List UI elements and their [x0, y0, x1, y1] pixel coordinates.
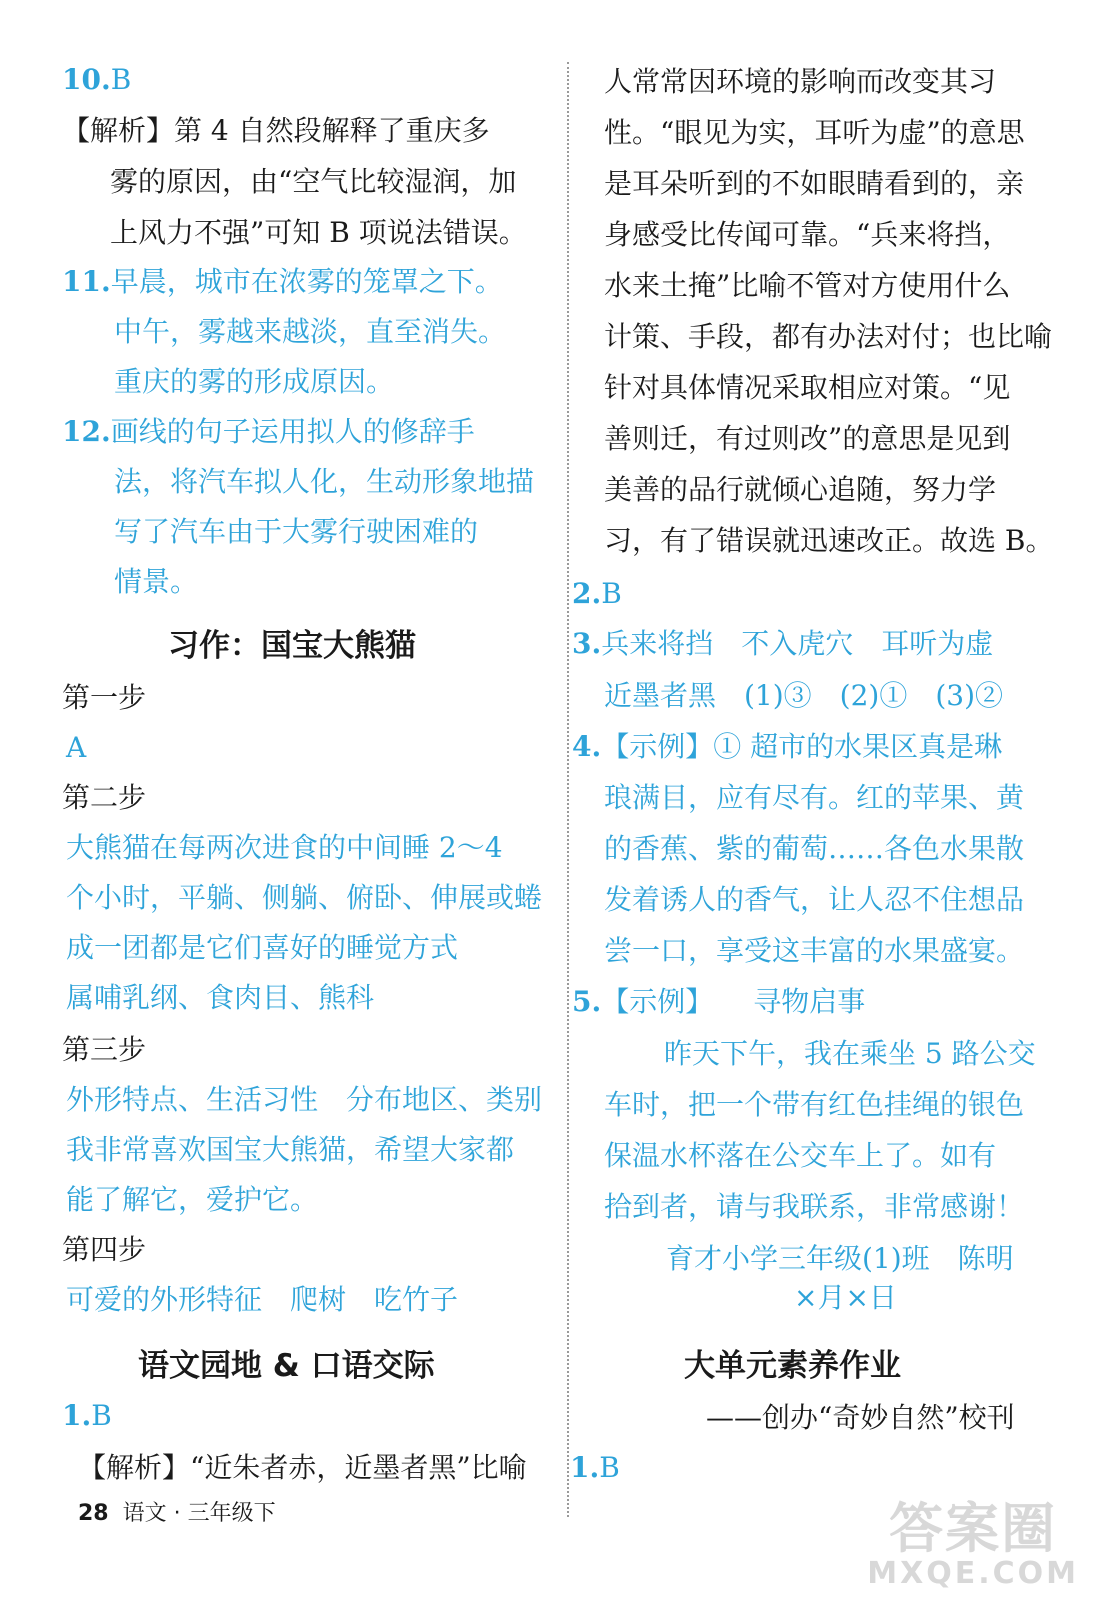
- cont-line: 人常常因环境的影响而改变其习: [604, 65, 997, 98]
- q3-line: 近墨者黑 (1)③ (2)① (3)②: [604, 679, 1003, 712]
- section-title-unit-work: 大单元素养作业: [684, 1348, 901, 1384]
- q10-analysis-line: 【解析】第 4 自然段解释了重庆多: [62, 114, 490, 147]
- cont-line: 善则迁，有过则改”的意思是见到: [604, 422, 1011, 455]
- cont-line: 是耳朵听到的不如眼睛看到的，亲: [604, 167, 1025, 200]
- section-subtitle-unit-work: ——创办“奇妙自然”校刊: [706, 1401, 1015, 1434]
- section-title-composition: 习作：国宝大熊猫: [168, 628, 416, 664]
- page-footer: [78, 1496, 276, 1527]
- cont-line: 身感受比传闻可靠。“兵来将挡，: [604, 218, 1011, 251]
- footer-subject: 语文 · 三年级下: [122, 1501, 276, 1526]
- q5-date: ×月×日: [794, 1281, 897, 1314]
- q11: 11.早晨，城市在浓雾的笼罩之下。: [62, 265, 503, 298]
- step2-line: 个小时，平躺、侧躺、俯卧、伸展或蜷: [66, 881, 543, 914]
- q4-line: 尝一口，享受这丰富的水果盛宴。: [604, 934, 1025, 967]
- q10-analysis-line: 雾的原因，由“空气比较湿润，加: [110, 165, 517, 198]
- q12-line: 情景。: [114, 565, 199, 598]
- q5-signature: 育才小学三年级(1)班 陈明: [666, 1242, 1014, 1275]
- section-title-garden: 语文园地 & 口语交际: [138, 1348, 435, 1384]
- step4-label: 第四步: [62, 1233, 147, 1266]
- q4-line: 发着诱人的香气，让人忍不住想品: [604, 883, 1025, 916]
- step2-label: 第二步: [62, 781, 147, 814]
- s3-q1: 1.B: [570, 1451, 620, 1484]
- step2-line: 大熊猫在每两次进食的中间睡 2～4: [66, 831, 503, 864]
- q10-analysis-line: 上风力不强”可知 B 项说法错误。: [110, 216, 527, 249]
- cont-line: 习，有了错误就迅速改正。故选 B。: [604, 524, 1054, 557]
- q12-line: 写了汽车由于大雾行驶困难的: [114, 515, 479, 548]
- step1-label: 第一步: [62, 681, 147, 714]
- step1-answer: A: [66, 731, 87, 764]
- cont-line: 性。“眼见为实，耳听为虚”的意思: [604, 116, 1025, 149]
- cont-line: 计策、手段，都有办法对付；也比喻: [604, 320, 1053, 353]
- q12-line: 法，将汽车拟人化，生动形象地描: [114, 465, 535, 498]
- q5-line: 保温水杯落在公交车上了。如有: [604, 1139, 997, 1172]
- page-number: 28: [78, 1501, 109, 1526]
- q3: 3.兵来将挡 不入虎穴 耳听为虚: [572, 627, 994, 660]
- q4: 4.【示例】① 超市的水果区真是琳: [572, 730, 1003, 763]
- cont-line: 美善的品行就倾心追随，努力学: [604, 473, 997, 506]
- step2-line: 属哺乳纲、食肉目、熊科: [66, 981, 375, 1014]
- watermark-bottom: MXQE.COM: [867, 1556, 1079, 1591]
- watermark-logo: [867, 1497, 1079, 1591]
- watermark-top: 答案圈: [889, 1497, 1058, 1560]
- step3-line: 能了解它，爱护它。: [66, 1183, 319, 1216]
- q5-line: 拾到者，请与我联系，非常感谢！: [604, 1190, 1025, 1223]
- step3-label: 第三步: [62, 1033, 147, 1066]
- step2-line: 成一团都是它们喜好的睡觉方式: [66, 931, 459, 964]
- step3-line: 我非常喜欢国宝大熊猫，希望大家都: [66, 1133, 515, 1166]
- cont-line: 针对具体情况采取相应对策。“见: [604, 371, 1011, 404]
- q4-line: 琅满目，应有尽有。红的苹果、黄: [604, 781, 1025, 814]
- column-divider: [567, 62, 569, 1517]
- s2-q1-analysis: 【解析】“近朱者赤，近墨者黑”比喻: [78, 1451, 527, 1484]
- cont-line: 水来土掩”比喻不管对方使用什么: [604, 269, 1011, 302]
- step3-line: 外形特点、生活习性 分布地区、类别: [66, 1083, 543, 1116]
- q2: 2.B: [572, 577, 622, 610]
- s2-q1: 1.B: [62, 1399, 112, 1432]
- step4-line: 可爱的外形特征 爬树 吃竹子: [66, 1283, 459, 1316]
- q12: 12.画线的句子运用拟人的修辞手: [62, 415, 475, 448]
- q5: 5.【示例】 寻物启事: [572, 985, 866, 1018]
- q5-line: 昨天下午，我在乘坐 5 路公交: [664, 1037, 1036, 1070]
- q11-line: 重庆的雾的形成原因。: [114, 365, 395, 398]
- q11-line: 中午，雾越来越淡，直至消失。: [114, 315, 507, 348]
- q10: 10.B: [62, 63, 132, 96]
- q4-line: 的香蕉、紫的葡萄……各色水果散: [604, 832, 1025, 865]
- q5-line: 车时，把一个带有红色挂绳的银色: [604, 1088, 1025, 1121]
